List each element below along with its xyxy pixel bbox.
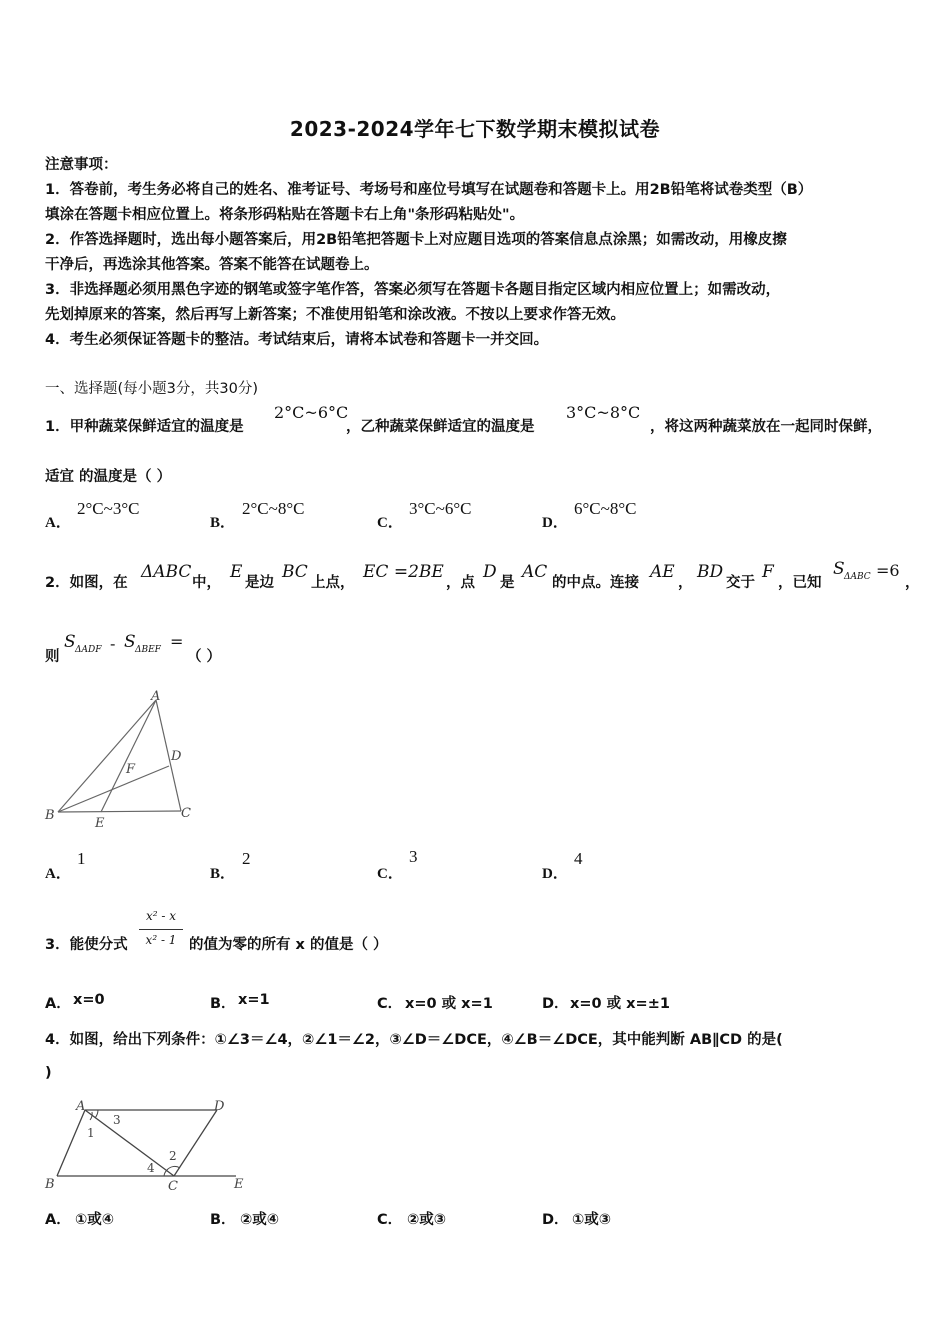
- q3-option-b-value: x=1: [238, 992, 270, 1008]
- q4-parallelogram-figure: [40, 1092, 255, 1197]
- q3-text-2: 的值为零的所有 x 的值是（ ）: [189, 937, 388, 953]
- q4-label-4: 4: [147, 1161, 155, 1175]
- q3-option-a-letter: A．: [45, 996, 71, 1012]
- q2-minus: -: [110, 634, 116, 653]
- q2-line-ba: [58, 700, 156, 812]
- q3-option-b-letter: B．: [210, 996, 236, 1012]
- q2-line-bd: [58, 766, 169, 812]
- q2-s1: S: [64, 632, 76, 652]
- q1-option-b-value: 2°C~8°C: [242, 499, 305, 518]
- q4-text-1: 4．如图，给出下列条件：①∠3＝∠4，②∠1＝∠2，③∠D＝∠DCE，④∠B＝∠DCE，其中能判断 AB∥CD 的是(: [45, 1032, 783, 1048]
- q4-option-a-value: ①或④: [75, 1212, 115, 1228]
- q4-label-1: 1: [87, 1126, 95, 1140]
- q4-label-2: 2: [169, 1149, 177, 1163]
- page-title: 2023-2024学年七下数学期末模拟试卷: [289, 117, 661, 141]
- q2-text-2: 中，: [192, 575, 221, 591]
- q1-text-4: 适宜 的温度是（ ）: [45, 469, 172, 485]
- q1-option-c-value: 3°C~6°C: [409, 499, 472, 518]
- q4-option-b-letter: B．: [210, 1212, 236, 1228]
- q2-text-8: 交于: [726, 575, 755, 591]
- q3-text-1: 3．能使分式: [45, 937, 128, 953]
- q1-range-1: 2°C~6°C: [274, 403, 349, 422]
- q1-range-2: 3°C~8°C: [566, 403, 641, 422]
- q2-triangle: ΔABC: [141, 562, 192, 582]
- q4-option-b-value: ②或④: [240, 1212, 280, 1228]
- q2-label-e: E: [95, 816, 105, 830]
- notice-line: 3．非选择题必须用黑色字迹的钢笔或签字笔作答，答案必须写在答题卡各题目指定区域内相应位置上；如需改动，: [45, 282, 781, 298]
- q2-line-ae: [101, 700, 156, 812]
- q2-s2: S: [124, 632, 136, 652]
- q4-line-dc: [174, 1110, 217, 1176]
- notice-line: 填涂在答题卡相应位置上。将条形码粘贴在答题卡右上角"条形码粘贴处"。: [45, 207, 525, 223]
- q1-text-3: ，将这两种蔬菜放在一起同时保鲜，: [650, 419, 882, 435]
- q4-angle-mark-4: [164, 1170, 167, 1176]
- q2-s2-sub: ΔBEF: [135, 645, 161, 655]
- q3-denominator: x² - 1: [145, 933, 177, 947]
- q1-option-a-letter: A．: [45, 515, 71, 531]
- notice-line: 干净后，再选涂其他答案。答案不能答在试题卷上。: [45, 257, 379, 273]
- q2-segment-bc: BC: [282, 562, 308, 582]
- q4-label-a: A: [76, 1099, 86, 1114]
- q1-text-2: ，乙种蔬菜保鲜适宜的温度是: [346, 419, 535, 435]
- notice-heading: 注意事项：: [45, 157, 118, 173]
- q2-text-7: 的中点。连接: [552, 575, 639, 591]
- q4-label-c: C: [168, 1179, 178, 1194]
- q2-text-12: （ ）: [187, 649, 222, 665]
- q1-text-1: 1．甲种蔬菜保鲜适宜的温度是: [45, 419, 244, 435]
- q4-label-d: D: [214, 1099, 225, 1114]
- q2-text-10: ，: [905, 575, 920, 591]
- q4-option-c-value: ②或③: [407, 1212, 447, 1228]
- q2-text-5: ，点: [446, 575, 475, 591]
- section-heading: 一、选择题(每小题3分，共30分): [45, 381, 258, 397]
- q2-label-f: F: [126, 762, 136, 777]
- q2-comma: ，: [678, 575, 693, 591]
- q3-option-d-letter: D．: [542, 996, 569, 1012]
- q2-equals: =: [170, 632, 184, 651]
- q3-fraction-bar: [139, 929, 183, 930]
- q2-segment-bd: BD: [697, 562, 724, 582]
- q2-option-d-value: 4: [574, 849, 583, 868]
- q4-label-3: 3: [113, 1113, 121, 1127]
- notice-line: 先划掉原来的答案，然后再写上新答案；不准使用铅笔和涂改液。不按以上要求作答无效。: [45, 307, 625, 323]
- notice-line: 2．作答选择题时，选出每小题答案后，用2B铅笔把答题卡上对应题目选项的答案信息点涂黑；如需改动，用橡皮擦: [45, 232, 787, 248]
- q4-angle-mark-3: [95, 1110, 98, 1118]
- q3-numerator: x² - x: [145, 909, 177, 923]
- q3-option-c-value: x=0 或 x=1: [405, 996, 493, 1012]
- q4-label-e: E: [234, 1177, 244, 1192]
- q4-option-d-letter: D．: [542, 1212, 569, 1228]
- q2-text-4: 上点，: [311, 575, 355, 591]
- q3-option-d-value: x=0 或 x=±1: [570, 996, 670, 1012]
- q2-label-d: D: [171, 749, 182, 764]
- q2-option-a-value: 1: [77, 849, 86, 868]
- q2-point-e: E: [230, 562, 243, 582]
- q4-option-a-letter: A．: [45, 1212, 71, 1228]
- q4-label-b: B: [45, 1177, 55, 1192]
- q3-option-c-letter: C．: [377, 996, 403, 1012]
- q3-option-a-value: x=0: [73, 992, 105, 1008]
- q2-text-6: 是: [500, 575, 515, 591]
- q2-option-d-letter: D．: [542, 866, 568, 882]
- q2-equation: EC =2BE: [363, 562, 444, 582]
- q4-option-c-letter: C．: [377, 1212, 403, 1228]
- q2-option-c-letter: C．: [377, 866, 403, 882]
- q2-text-11: 则: [45, 649, 60, 665]
- q1-option-d-value: 6°C~8°C: [574, 499, 637, 518]
- q2-option-c-value: 3: [409, 847, 418, 866]
- q1-option-a-value: 2°C~3°C: [77, 499, 140, 518]
- q4-line-ab: [57, 1110, 85, 1176]
- q2-point-d: D: [483, 562, 497, 582]
- q2-label-a: A: [151, 690, 161, 704]
- notice-line: 4．考生必须保证答题卡的整洁。考试结束后，请将本试卷和答题卡一并交回。: [45, 332, 549, 348]
- q2-text-1: 2．如图，在: [45, 575, 128, 591]
- q4-text-2: ): [45, 1065, 52, 1081]
- q2-label-c: C: [181, 806, 191, 821]
- q4-option-d-value: ①或③: [572, 1212, 612, 1228]
- q2-label-b: B: [45, 808, 55, 823]
- q2-area-s: S: [833, 559, 845, 579]
- notice-line: 1．答卷前，考生务必将自己的姓名、准考证号、考场号和座位号填写在试题卷和答题卡上。用2B铅笔将试卷类型（B）: [45, 182, 813, 198]
- q2-text-9: ，已知: [778, 575, 822, 591]
- q2-text-3: 是边: [245, 575, 274, 591]
- q2-option-b-value: 2: [242, 849, 251, 868]
- q2-area-value: =6: [876, 561, 900, 580]
- q2-segment-ae: AE: [650, 562, 675, 582]
- q2-line-bc: [58, 811, 181, 812]
- q2-s1-sub: ΔADF: [75, 645, 102, 655]
- q2-option-b-letter: B．: [210, 866, 236, 882]
- q2-point-f: F: [762, 562, 774, 582]
- q1-option-b-letter: B．: [210, 515, 236, 531]
- q1-option-d-letter: D．: [542, 515, 568, 531]
- q2-area-sub: ΔABC: [844, 572, 871, 582]
- q2-option-a-letter: A．: [45, 866, 71, 882]
- q2-segment-ac: AC: [522, 562, 548, 582]
- q1-option-c-letter: C．: [377, 515, 403, 531]
- q4-line-ac: [85, 1110, 174, 1176]
- q2-triangle-figure: [40, 690, 210, 830]
